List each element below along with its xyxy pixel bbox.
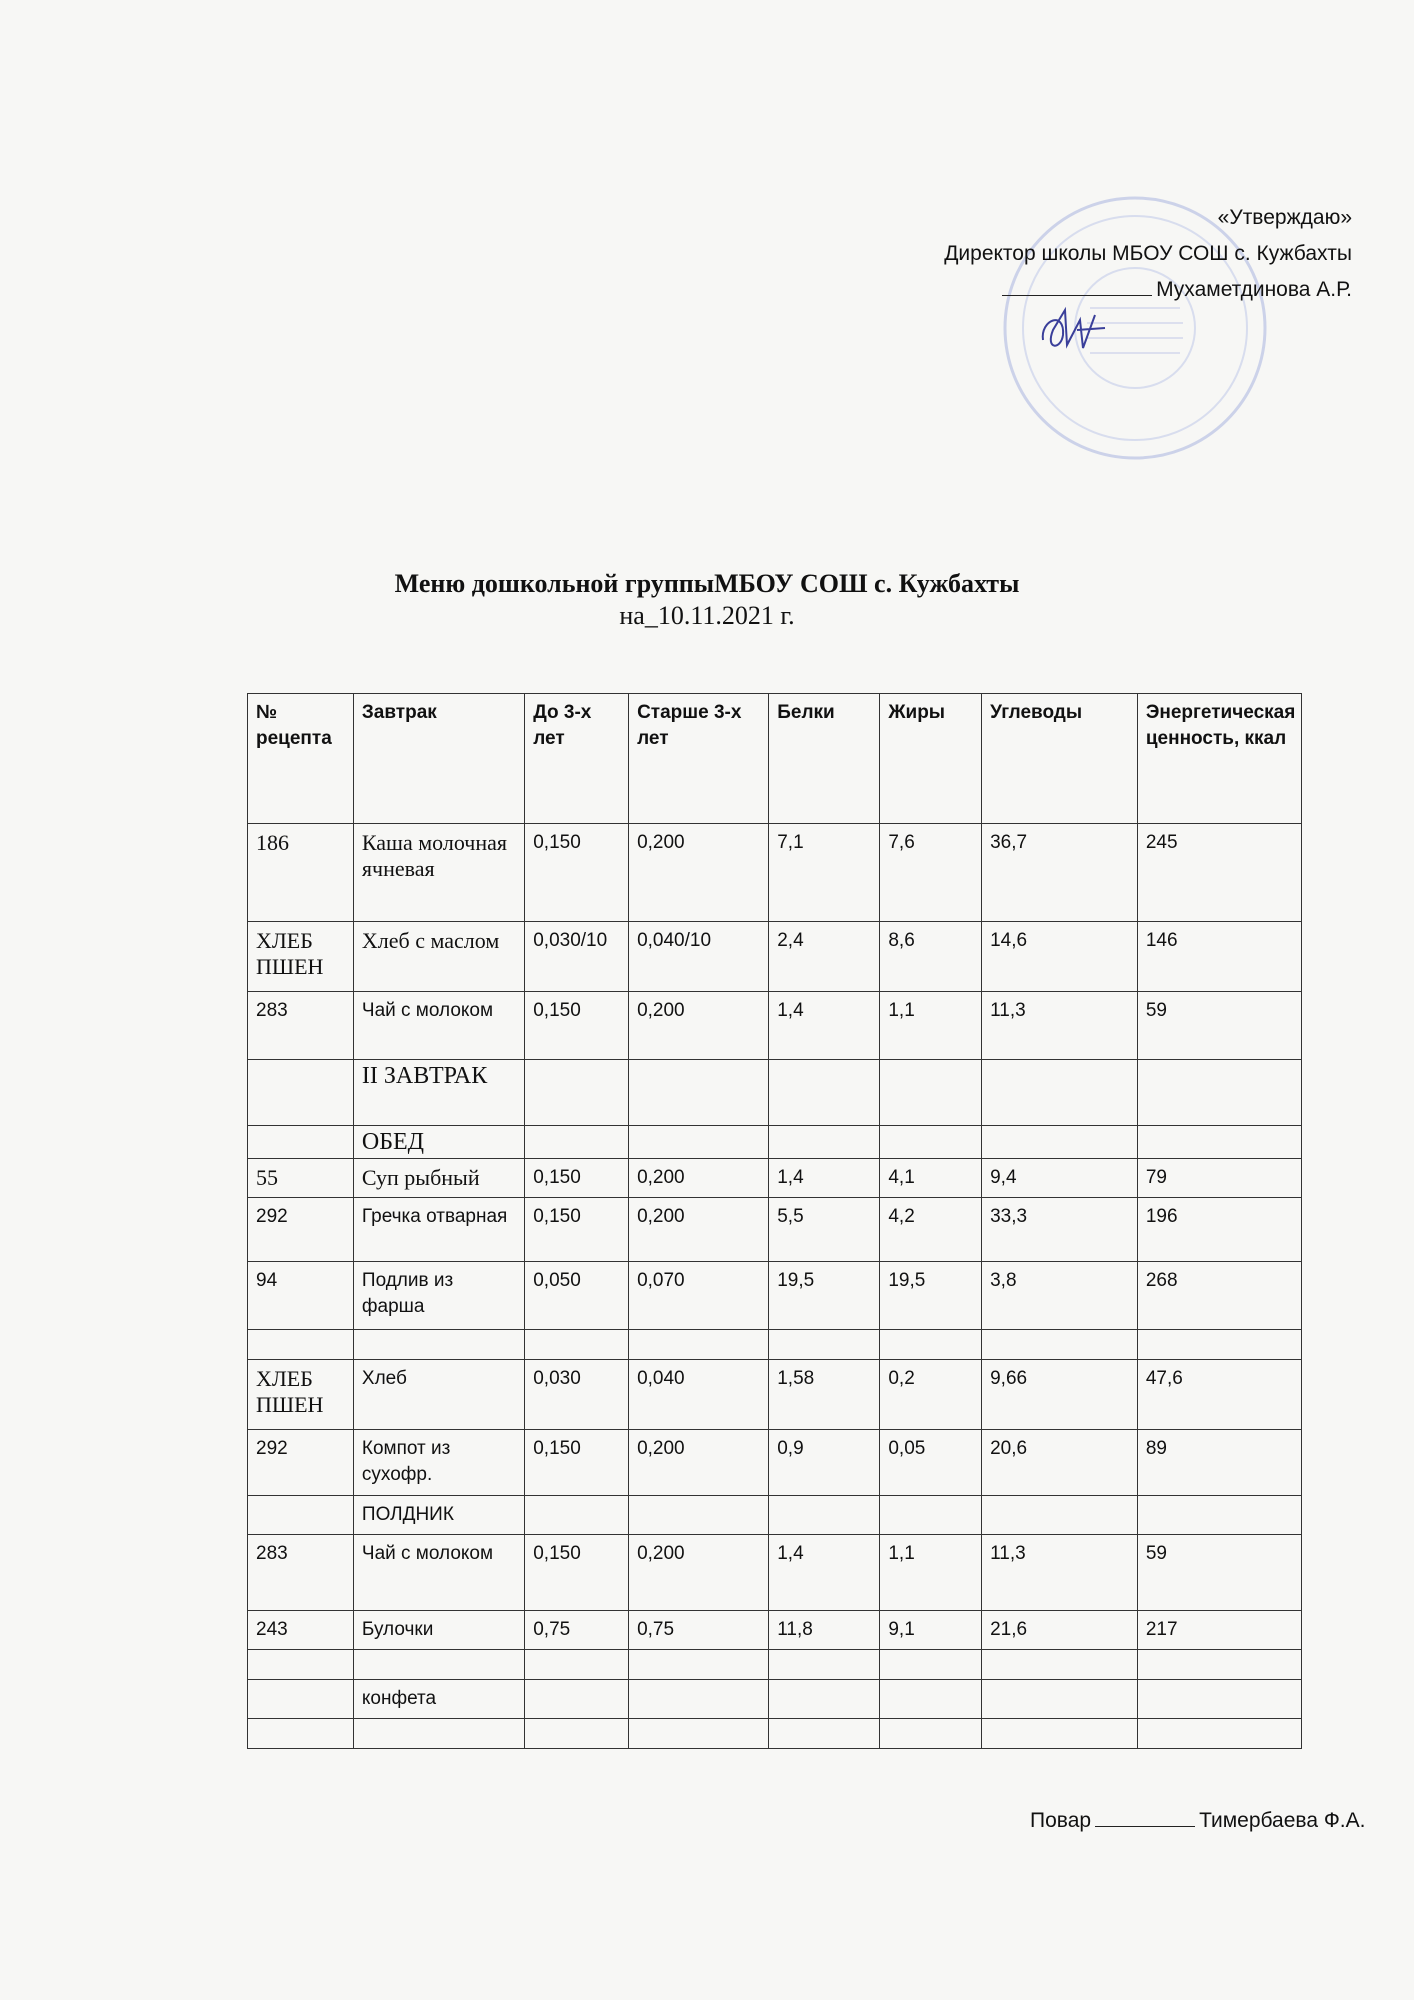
cell-recipe-no: ХЛЕБ ПШЕН — [248, 922, 354, 992]
header-carbs: Углеводы — [982, 694, 1138, 824]
cell-empty — [1137, 1650, 1301, 1680]
cell-under-3: 0,050 — [525, 1262, 629, 1330]
cell-empty — [880, 1680, 982, 1719]
cell-empty — [353, 1650, 524, 1680]
cell-under-3: 0,030/10 — [525, 922, 629, 992]
cell-empty — [982, 1060, 1138, 1126]
cell-fats: 8,6 — [880, 922, 982, 992]
cell-empty — [982, 1719, 1138, 1749]
cell-carbs: 20,6 — [982, 1430, 1138, 1496]
cell-empty — [982, 1496, 1138, 1535]
cell-proteins: 1,4 — [769, 1535, 880, 1611]
cell-fats: 4,2 — [880, 1198, 982, 1262]
cell-under-3: 0,150 — [525, 1430, 629, 1496]
cook-name: Тимербаева Ф.А. — [1199, 1809, 1366, 1832]
cell-over-3: 0,75 — [629, 1611, 769, 1650]
cell-empty — [880, 1650, 982, 1680]
cell-empty — [629, 1330, 769, 1360]
cell-proteins: 1,4 — [769, 1159, 880, 1198]
cell-empty — [248, 1680, 354, 1719]
table-row — [248, 992, 1302, 1060]
cell-empty — [525, 1496, 629, 1535]
header-fats: Жиры — [880, 694, 982, 824]
cell-proteins: 1,4 — [769, 992, 880, 1060]
cell-over-3: 0,200 — [629, 1198, 769, 1262]
cell-carbs: 9,4 — [982, 1159, 1138, 1198]
cell-proteins: 19,5 — [769, 1262, 880, 1330]
cell-empty — [248, 1719, 354, 1749]
cell-proteins: 11,8 — [769, 1611, 880, 1650]
cell-energy: 146 — [1137, 922, 1301, 992]
cell-empty — [1137, 1496, 1301, 1535]
cell-empty — [629, 1680, 769, 1719]
cell-proteins: 1,58 — [769, 1360, 880, 1430]
cell-fats: 7,6 — [880, 824, 982, 922]
cell-carbs: 11,3 — [982, 1535, 1138, 1611]
cell-empty — [629, 1496, 769, 1535]
cell-empty — [1137, 1719, 1301, 1749]
cell-proteins: 0,9 — [769, 1430, 880, 1496]
cell-carbs: 11,3 — [982, 992, 1138, 1060]
cell-empty — [1137, 1680, 1301, 1719]
cell-under-3: 0,150 — [525, 992, 629, 1060]
table-row — [248, 922, 1302, 992]
cell-under-3: 0,150 — [525, 824, 629, 922]
cell-recipe-no: 94 — [248, 1262, 354, 1330]
cook-signature-row — [1030, 1808, 1365, 1833]
cell-empty — [248, 1496, 354, 1535]
cell-fats: 9,1 — [880, 1611, 982, 1650]
table-header-row — [248, 694, 1302, 824]
header-proteins: Белки — [769, 694, 880, 824]
cell-proteins: 5,5 — [769, 1198, 880, 1262]
cell-over-3: 0,070 — [629, 1262, 769, 1330]
cell-over-3: 0,200 — [629, 1535, 769, 1611]
section-row-snack — [248, 1496, 1302, 1535]
section-row-second-breakfast — [248, 1060, 1302, 1126]
table-row — [248, 1535, 1302, 1611]
cell-empty — [629, 1650, 769, 1680]
cell-empty — [1137, 1330, 1301, 1360]
header-over-3: Старше 3-х лет — [629, 694, 769, 824]
cell-empty — [1137, 1126, 1301, 1159]
cell-carbs: 3,8 — [982, 1262, 1138, 1330]
cell-dish: Каша молочная ячневая — [353, 824, 524, 922]
header-recipe-no: № рецепта — [248, 694, 354, 824]
cell-over-3: 0,040 — [629, 1360, 769, 1430]
cell-fats: 0,05 — [880, 1430, 982, 1496]
cell-dish: Гречка отварная — [353, 1198, 524, 1262]
cell-over-3: 0,040/10 — [629, 922, 769, 992]
cell-empty — [248, 1330, 354, 1360]
cell-fats: 1,1 — [880, 1535, 982, 1611]
cell-dish: Компот из сухофр. — [353, 1430, 524, 1496]
cell-empty — [1137, 1060, 1301, 1126]
table-row — [248, 1262, 1302, 1330]
cell-carbs: 9,66 — [982, 1360, 1138, 1430]
title-date: на_10.11.2021 г. — [619, 601, 795, 630]
cell-energy: 59 — [1137, 992, 1301, 1060]
cell-empty — [353, 1330, 524, 1360]
cell-under-3: 0,150 — [525, 1198, 629, 1262]
cell-over-3: 0,200 — [629, 824, 769, 922]
cell-energy: 245 — [1137, 824, 1301, 922]
cell-carbs: 21,6 — [982, 1611, 1138, 1650]
cell-fats: 4,1 — [880, 1159, 982, 1198]
cell-empty — [248, 1060, 354, 1126]
cell-dish: Суп рыбный — [353, 1159, 524, 1198]
table-row-empty — [248, 1719, 1302, 1749]
cell-proteins: 7,1 — [769, 824, 880, 922]
cell-energy: 268 — [1137, 1262, 1301, 1330]
approval-position: Директор школы МБОУ СОШ с. Кужбахты — [944, 242, 1352, 265]
table-row-empty — [248, 1650, 1302, 1680]
cell-under-3: 0,150 — [525, 1535, 629, 1611]
cell-empty — [769, 1680, 880, 1719]
cell-under-3: 0,75 — [525, 1611, 629, 1650]
table-row — [248, 824, 1302, 922]
section-title: II ЗАВТРАК — [353, 1060, 524, 1126]
cell-empty — [880, 1126, 982, 1159]
cell-empty — [982, 1650, 1138, 1680]
section-title: ПОЛДНИК — [353, 1496, 524, 1535]
table-row — [248, 1680, 1302, 1719]
cell-recipe-no: 243 — [248, 1611, 354, 1650]
approval-block — [792, 200, 1352, 308]
cell-recipe-no: 55 — [248, 1159, 354, 1198]
cell-recipe-no: 283 — [248, 992, 354, 1060]
section-row-lunch — [248, 1126, 1302, 1159]
menu-table — [247, 693, 1302, 1749]
cell-empty — [629, 1719, 769, 1749]
cell-proteins: 2,4 — [769, 922, 880, 992]
document-title — [0, 568, 1414, 632]
cell-fats: 1,1 — [880, 992, 982, 1060]
cell-empty — [525, 1680, 629, 1719]
cell-fats: 19,5 — [880, 1262, 982, 1330]
cell-under-3: 0,150 — [525, 1159, 629, 1198]
cell-empty — [769, 1126, 880, 1159]
cell-energy: 217 — [1137, 1611, 1301, 1650]
cell-empty — [353, 1719, 524, 1749]
cell-empty — [525, 1126, 629, 1159]
cell-empty — [769, 1496, 880, 1535]
cell-empty — [629, 1126, 769, 1159]
cell-empty — [880, 1330, 982, 1360]
cell-dish: Булочки — [353, 1611, 524, 1650]
cell-empty — [982, 1330, 1138, 1360]
cell-over-3: 0,200 — [629, 1430, 769, 1496]
cell-dish: Чай с молоком — [353, 1535, 524, 1611]
signature-icon — [1035, 300, 1115, 360]
cell-empty — [769, 1330, 880, 1360]
title-line-1: Меню дошкольной группыМБОУ СОШ с. Кужбахты — [394, 569, 1020, 598]
table-row — [248, 1430, 1302, 1496]
cell-energy: 89 — [1137, 1430, 1301, 1496]
cell-empty — [880, 1060, 982, 1126]
cell-empty — [248, 1126, 354, 1159]
cell-recipe-no: ХЛЕБ ПШЕН — [248, 1360, 354, 1430]
approval-name: Мухаметдинова А.Р. — [1156, 278, 1352, 301]
cell-fats: 0,2 — [880, 1360, 982, 1430]
cell-empty — [769, 1060, 880, 1126]
signature-line — [1002, 273, 1152, 296]
cell-energy: 79 — [1137, 1159, 1301, 1198]
cell-empty — [525, 1330, 629, 1360]
cook-signature-line — [1095, 1808, 1195, 1827]
approval-heading: «Утверждаю» — [1217, 206, 1352, 229]
cell-empty — [525, 1060, 629, 1126]
table-row — [248, 1360, 1302, 1430]
cell-carbs: 33,3 — [982, 1198, 1138, 1262]
cell-empty — [525, 1650, 629, 1680]
cell-recipe-no: 283 — [248, 1535, 354, 1611]
cook-label: Повар — [1030, 1809, 1092, 1832]
cell-carbs: 14,6 — [982, 922, 1138, 992]
cell-dish: Хлеб с маслом — [353, 922, 524, 992]
cell-empty — [248, 1650, 354, 1680]
cell-recipe-no: 292 — [248, 1198, 354, 1262]
cell-carbs: 36,7 — [982, 824, 1138, 922]
cell-dish: Хлеб — [353, 1360, 524, 1430]
cell-energy: 59 — [1137, 1535, 1301, 1611]
cell-under-3: 0,030 — [525, 1360, 629, 1430]
header-breakfast: Завтрак — [353, 694, 524, 824]
header-energy: Энергетическая ценность, ккал — [1137, 694, 1301, 824]
cell-empty — [880, 1496, 982, 1535]
cell-empty — [769, 1650, 880, 1680]
cell-over-3: 0,200 — [629, 1159, 769, 1198]
cell-empty — [982, 1680, 1138, 1719]
table-row — [248, 1159, 1302, 1198]
cell-empty — [769, 1719, 880, 1749]
header-under-3: До 3-х лет — [525, 694, 629, 824]
cell-recipe-no: 292 — [248, 1430, 354, 1496]
cell-empty — [629, 1060, 769, 1126]
cell-over-3: 0,200 — [629, 992, 769, 1060]
cell-recipe-no: 186 — [248, 824, 354, 922]
cell-energy: 196 — [1137, 1198, 1301, 1262]
table-row — [248, 1198, 1302, 1262]
cell-dish: Чай с молоком — [353, 992, 524, 1060]
section-title: ОБЕД — [353, 1126, 524, 1159]
cell-empty — [525, 1719, 629, 1749]
cell-energy: 47,6 — [1137, 1360, 1301, 1430]
table-row — [248, 1611, 1302, 1650]
cell-empty — [880, 1719, 982, 1749]
cell-dish: Подлив из фарша — [353, 1262, 524, 1330]
cell-empty — [982, 1126, 1138, 1159]
table-row-empty — [248, 1330, 1302, 1360]
cell-dish: конфета — [353, 1680, 524, 1719]
